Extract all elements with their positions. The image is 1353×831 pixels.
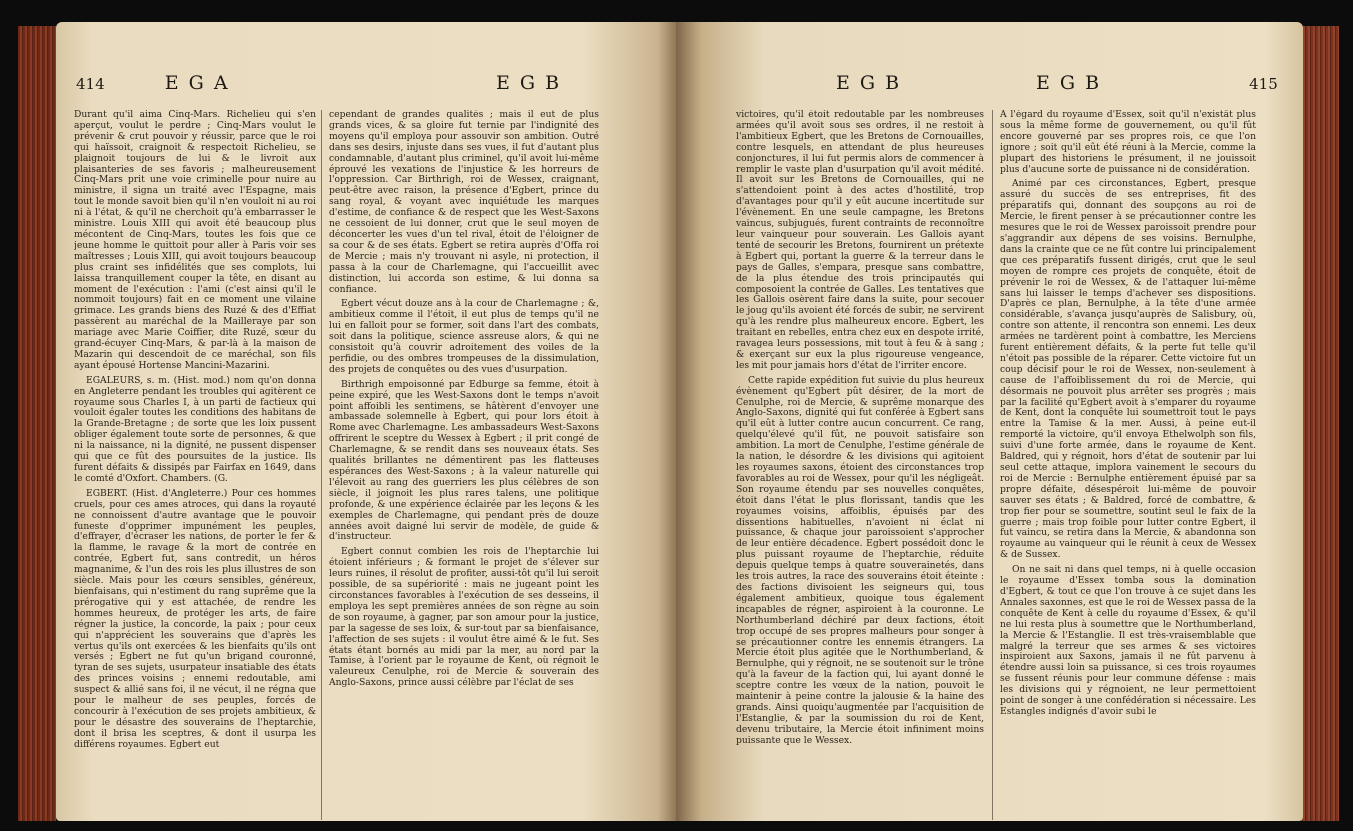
right-page-edges [1301,26,1339,821]
paragraph: EGBERT. (Hist. d'Angleterre.) Pour ces hommes cruels, pour ces ames atroces, qui dans la royauté ne connoissent d'autre avantage que le pouvoir funeste d'opprimer impunément les peuples, d'effrayer, d'écraser les nations, de porter le fer & la flamme, le ravage & la mort de contrée en contrée, Egbert fut, sans contredit, un héros magnanime, & l'un des rois les plus illustres de son siècle. Mais pour les cœurs sensibles, généreux, bienfaisans, qui n'estiment du rang suprême que la prérogative qui y est attachée, de rendre les hommes heureux, de protéger les arts, de faire régner la justice, la concorde, la paix ; pour ceux qui n'apprécient les souverains que d'après les vertus qu'ils ont exercées & les bienfaits qu'ils ont versés ; Egbert ne fut qu'un brigand couronné, tyran de ses sujets, usurpateur insatiable des états des princes voisins ; ennemi redoutable, ami suspect & allié sans foi, il ne vécut, il ne régna que pour le malheur de ses peuples, forcés de concourir à l'exécution de ses projets ambitieux, & pour le désastre des souverains de l'heptarchie, dont il brisa les sceptres, & dont il usurpa les différens royaumes. Egbert eut [74,487,316,750]
right-page [676,22,1303,821]
paragraph: EGALEURS, s. m. (Hist. mod.) nom qu'on donna en Angleterre pendant les troubles qui agitèrent ce royaume sous Charles I, à un parti de factieux qui vouloit égaler toutes les conditions des habitans de la Grande-Bretagne ; de sorte que les loix pussent obliger également toute sorte de personnes, & que ni la naissance, ni la dignité, ne pussent dispenser qui que ce fût des poursuites de la justice. Ils furent défaits & dissipés par Fairfax en 1649, dans le comté d'Oxfort. Chambers. (G. [74,374,316,484]
page-number-left: 414 [76,75,105,93]
right-page-header [1036,72,1278,94]
headword-right-col2: E G B [1036,72,1102,94]
paragraph: Egbert connut combien les rois de l'heptarchie lui étoient inférieurs ; & formant le projet de s'élever sur leurs ruines, il résolut de profiter, aussi-tôt qu'il lui seroit possible, de sa supériorité : mais ne jugeant point les circonstances favorables à l'exécution de ses desseins, il employa les sept premières années de son règne au soin de son royaume, à gagner, par son amour pour la justice, par la sagesse de ses loix, & sur-tout par sa bienfaisance, l'affection de ses sujets : il voulut être aimé & le fut. Ses états étant bornés au midi par la mer, au nord par la Tamise, à l'orient par le royaume de Kent, où régnoit le valeureux Cenulphe, roi de Mercie & souverain des Anglo-Saxons, prince aussi célèbre par l'éclat de ses [329,546,599,689]
paragraph: A l'égard du royaume d'Essex, soit qu'il n'existât plus sous la même forme de gouvernement, ou qu'il fût encore gouverné par ses propres rois, ce que l'on ignore ; soit qu'il eût été réuni à la Mercie, comme la plupart des historiens le présument, il ne jouissoit plus d'aucune sorte de puissance ni de considération. [1000,110,1256,175]
paragraph: Durant qu'il aima Cinq-Mars. Richelieu qui s'en aperçut, voulut le perdre ; Cinq-Mars voulut le prévenir & crut pouvoir y réussir, parce que le roi qui haïssoit, craignoit & respectoit Richelieu, se plaignoit toujours de lui & le livroit aux plaisanteries de ses favoris ; malheureusement Cinq-Mars prit une voie criminelle pour nuire au ministre, il signa un traité avec l'Espagne, mais tout le monde savoit bien qu'il n'en vouloit ni au roi ni à l'état, & qu'il ne cherchoit qu'à embarrasser le ministre. Louis XIII qui avoit été beaucoup plus mécontent de Cinq-Mars, toutes les fois que ce jeune homme le quittoit pour aller à Paris voir ses maîtresses ; Louis XIII, qui avoit toujours beaucoup plus craint ses infidélités que ses complots, lui laissa tranquillement couper la tête, en disant au moment de l'exécution : l'ami (c'est ainsi qu'il le nommoit toujours) fait en ce moment une vilaine grimace. Les grands biens des Ruzé & des d'Effiat passèrent au maréchal de la Mailleraye par son mariage avec Marie Coiffier, dite Ruzé, sœur du grand-écuyer Cinq-Mars, & par-là à la maison de Mazarin qui descendoit de ce maréchal, son fils ayant épousé Hortense Mancini-Mazarini. [74,110,316,371]
left-page [56,22,676,821]
paragraph: Animé par ces circonstances, Egbert, presque assuré du succès de ses entreprises, fit des préparatifs qui, donnant des soupçons au roi de Mercie, le firent penser à se précautionner contre les mesures que le roi de Wessex paroissoit prendre pour s'aggrandir aux dépens de ses voisins. Bernulphe, dans la crainte que ce ne fût contre lui principalement que ces préparatifs fussent dirigés, crut que le seul moyen de rompre ces projets de conquête, étoit de prévenir le roi de Wessex, & de l'attaquer lui-même sans lui laisser le temps d'achever ses dispositions. D'après ce plan, Bernulphe, à la tête d'une armée considérable, s'avança jusqu'auprès de Salisbury, où, contre son attente, il rencontra son ennemi. Les deux armées ne tardèrent point à combattre, les Merciens furent entièrement défaits, & la perte fut telle qu'il n'étoit pas possible de la réparer. Cette victoire fut un coup décisif pour le roi de Wessex, non-seulement à cause de l'affoiblissement du roi de Mercie, qui désormais ne pouvoit plus arrêter ses progrès ; mais par la facilité qu'Egbert avoit à s'emparer du royaume de Kent, dont la conquête lui soumettroit tout le pays entre la Tamise & la mer. Aussi, à peine eut-il remporté la victoire, qu'il envoya Ethelwolph son fils, suivi d'une forte armée, dans le royaume de Kent. Baldred, qui y régnoit, hors d'état de soutenir par lui seul cette attaque, implora vainement le secours du roi de Mercie : Bernulphe entièrement épuisé par sa propre défaite, désespéroit lui-même de pouvoir sauver ses états ; & Baldred, forcé de combattre, & trop fier pour se soumettre, soutint seul le faix de la guerre ; mais trop foible pour lutter contre Egbert, il fut vaincu, se retira dans la Mercie, & abandonna son royaume au vainqueur qui le réunit à ceux de Wessex & de Sussex. [1000,178,1256,561]
paragraph: Egbert vécut douze ans à la cour de Charlemagne ; &, ambitieux comme il l'étoit, il eut plus de temps qu'il ne lui en falloit pour se former, soit dans l'art des combats, soit dans la politique, science assreuse alors, & qui ne consistoit qu'à couvrir adroitement des voiles de la perfidie, ou des ombres trompeuses de la dissimulation, des projets de conquêtes ou des vues d'usurpation. [329,298,599,375]
headword-right-col1: E G B [836,72,902,94]
paragraph: Birthrigh empoisonné par Edburge sa femme, étoit à peine expiré, que les West-Saxons dont le temps n'avoit point affoibli les sentimens, se hâtèrent d'envoyer une ambassade solemnelle à Egbert, qui pour lors étoit à Rome avec Charlemagne. Les ambassadeurs West-Saxons offrirent le sceptre du Wessex à Egbert ; il prit congé de Charlemagne, & se rendit dans ses nouveaux états. Ses qualités brillantes ne démentirent pas les flatteuses espérances des West-Saxons ; à la valeur naturelle qui l'élevoit au rang des guerriers les plus célèbres de son siècle, il joignoit les plus rares talens, une politique profonde, & une expérience éclairée par les leçons & les exemples de Charlemagne, qui pendant près de douze années avoit daigné lui servir de modèle, de guide & d'instructeur. [329,378,599,543]
paragraph: cependant de grandes qualités ; mais il eut de plus grands vices, & sa gloire fut ternie par l'indignité des moyens qu'il employa pour assouvir son ambition. Outré dans ses desirs, injuste dans ses vues, il fut d'autant plus condamnable, d'autant plus criminel, qu'il avoit lui-même éprouvé les vexations de l'injustice & les horreurs de l'oppression. Car Birthrigh, roi de Wessex, craignant, peut-être avec raison, la présence d'Egbert, prince du sang royal, & voyant avec inquiétude les marques d'estime, de confiance & de respect que les West-Saxons ne cessoient de lui donner, crut que le seul moyen de déconcerter les vues d'un tel rival, étoit de l'éloigner de sa cour & de ses états. Egbert se retira auprès d'Offa roi de Mercie ; mais n'y trouvant ni asyle, ni protection, il passa à la cour de Charlemagne, qui l'accueillit avec distinction, lui accorda son estime, & lui donna sa confiance. [329,110,599,295]
paragraph: Cette rapide expédition fut suivie du plus heureux évènement qu'Egbert pût désirer, de la mort de Cenulphe, roi de Mercie, & suprême monarque des Anglo-Saxons, dignité qui fut conférée à Egbert sans qu'il eût à lutter contre aucun concurrent. Ce rang, quelqu'élevé qu'il fût, ne pouvoit satisfaire son ambition. La mort de Cenulphe, l'estime générale de la nation, le désordre & les divisions qui agitoient les royaumes saxons, étoient des circonstances trop favorables au roi de Wessex, pour qu'il les négligeât. Son royaume étendu par ses nouvelles conquêtes, étoit dans l'état le plus florissant, tandis que les royaumes voisins, affoiblis, épuisés par des dissentions habituelles, n'avoient ni éclat ni puissance, & chaque jour paroissoient s'approcher de leur entière décadence. Egbert possédoit donc le plus puissant royaume de l'heptarchie, réduite depuis quelque temps à quatre souverainetés, dans les trois autres, la race des souverains étoit éteinte : des factions divisoient les seigneurs qui, tous également ambitieux, quoique tous également incapables de régner, aspiroient à la couronne. Le Northumberland déchiré par deux factions, étoit trop occupé de ses propres malheurs pour songer à se précautionner contre les ennemis étrangers. La Mercie étoit plus agitée que le Northumberland, & Bernulphe, qui y régnoit, ne se soutenoit sur le trône qu'à la faveur de la faction qui, lui ayant donné le sceptre contre les vœux de la nation, pouvoit le maintenir à peine contre la jalousie & la haine des grands. Ainsi quoiqu'augmentée par l'acquisition de l'Estanglie, & par la soumission du roi de Kent, devenu tributaire, la Mercie étoit infiniment moins puissante que le Wessex. [736,374,984,746]
paragraph: On ne sait ni dans quel temps, ni à quelle occasion le royaume d'Essex tomba sous la domination d'Egbert, & tout ce que l'on trouve à ce sujet dans les Annales saxonnes, est que le roi de Wessex passa de la conquête de Kent à celle du royaume d'Essex, & qu'il ne lui resta plus à soumettre que le Northumberland, la Mercie & l'Estanglie. Il est très-vraisemblable que malgré la terreur que ses armes & ses victoires inspiroient aux Saxons, jamais il ne fût parvenu à étendre aussi loin sa puissance, si ces trois royaumes se fussent réunis pour leur commune défense : mais les divisions qui y régnoient, ne leur permettoient point de songer à une confédération si nécessaire. Les Estangles indignés d'avoir subi le [1000,564,1256,717]
paragraph: victoires, qu'il étoit redoutable par les nombreuses armées qu'il avoit sous ses ordres, il ne restoit à l'ambitieux Egbert, que les Bretons de Cornouailles, contre lesquels, en attendant de plus heureuses conjonctures, il lui fut permis alors de commencer à remplir le vaste plan d'usurpation qu'il avoit médité. Il avoit sur les Bretons de Cornouailles, qui ne s'attendoient point à des actes d'hostilité, trop d'avantages pour qu'il y eût aucune incertitude sur l'évènement. En une seule campagne, les Bretons vaincus, subjugués, furent contraints de reconnoître leur vainqueur pour souverain. Les Gallois ayant tenté de secourir les Bretons, fournirent un prétexte à Egbert qui, portant la guerre & la terreur dans le pays de Galles, s'empara, presque sans combattre, de la plus étendue des trois principautés qui composoient la contrée de Galles. Les tentatives que les Gallois osèrent faire dans la suite, pour secouer le joug qu'ils avoient été forcés de subir, ne servirent qu'à les rendre plus malheureux encore. Egbert, les traitant en rebelles, entra chez eux en despote irrité, ravagea leurs possessions, mit tout à feu & à sang ; & exerçant sur eux la plus rigoureuse vengeance, les mit pour jamais hors d'état de l'irriter encore. [736,110,984,371]
headword-left-col1: E G A [164,72,230,94]
left-page-header [76,72,230,94]
page-number-right: 415 [1249,75,1278,93]
right-page-column-1 [736,110,984,821]
left-page-column-2 [329,110,599,821]
left-page-column-1 [74,110,316,821]
column-rule [992,110,993,820]
headword-left-col2: E G B [496,72,562,94]
left-page-edges [18,26,56,821]
right-page-column-2 [1000,110,1256,821]
column-rule [321,110,322,820]
